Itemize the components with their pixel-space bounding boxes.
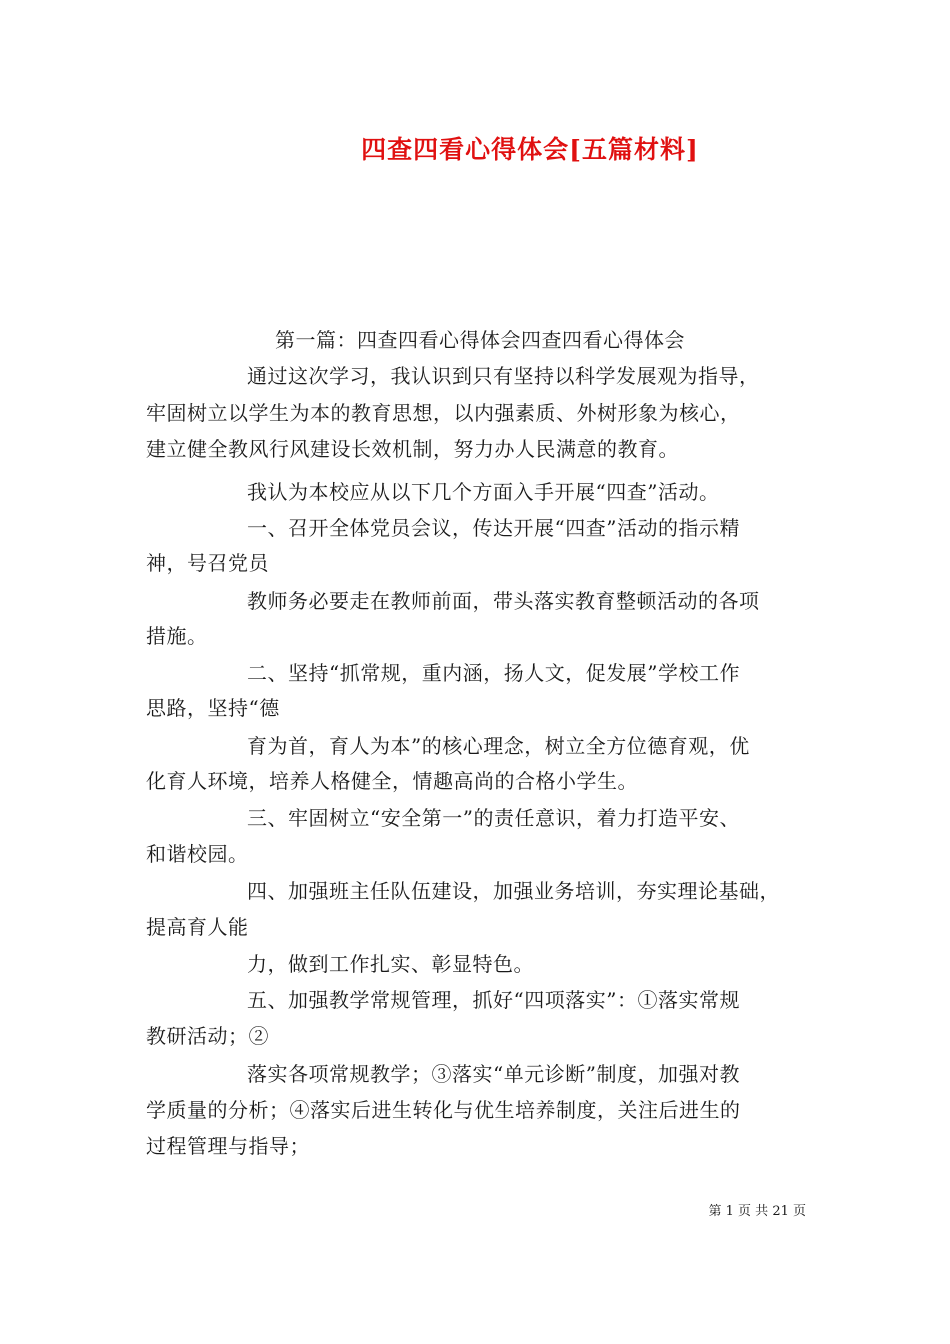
paragraph-line: 措施。	[146, 624, 208, 648]
paragraph-line: 三、牢固树立“安全第一”的责任意识，着力打造平安、	[247, 806, 740, 830]
paragraph-line: 通过这次学习，我认识到只有坚持以科学发展观为指导，	[247, 364, 760, 388]
paragraph-line: 神，号召党员	[146, 551, 269, 575]
paragraph-line: 思路，坚持“德	[146, 696, 280, 720]
paragraph-line: 教研活动；②	[146, 1024, 269, 1048]
paragraph-line: 力，做到工作扎实、彰显特色。	[247, 952, 534, 976]
page-number: 第 1 页 共 21 页	[708, 1204, 806, 1219]
paragraph-line: 五、加强教学常规管理，抓好“四项落实”：①落实常规	[247, 988, 740, 1012]
document-title: 四查四看心得体会[五篇材料]	[361, 135, 699, 164]
paragraph-line: 学质量的分析；④落实后进生转化与优生培养制度，关注后进生的	[146, 1098, 741, 1122]
paragraph-line: 牢固树立以学生为本的教育思想，以内强素质、外树形象为核心，	[146, 401, 741, 425]
paragraph-line: 二、坚持“抓常规，重内涵，扬人文，促发展”学校工作	[247, 661, 740, 685]
paragraph-line: 落实各项常规教学；③落实“单元诊断”制度，加强对教	[247, 1062, 740, 1086]
paragraph-line: 育为首，育人为本”的核心理念，树立全方位德育观，优	[247, 734, 750, 758]
paragraph-line: 和谐校园。	[146, 842, 249, 866]
paragraph-line: 我认为本校应从以下几个方面入手开展“四查”活动。	[247, 480, 720, 504]
paragraph-line: 教师务必要走在教师前面，带头落实教育整顿活动的各项	[247, 589, 760, 613]
paragraph-line: 化育人环境，培养人格健全，情趣高尚的合格小学生。	[146, 769, 638, 793]
paragraph-line: 提高育人能	[146, 915, 249, 939]
paragraph-line: 一、召开全体党员会议，传达开展“四查”活动的指示精	[247, 516, 740, 540]
paragraph-line: 四、加强班主任队伍建设，加强业务培训，夯实理论基础，	[247, 879, 780, 903]
section-heading: 第一篇：四查四看心得体会四查四看心得体会	[275, 328, 685, 352]
paragraph-line: 建立健全教风行风建设长效机制，努力办人民满意的教育。	[146, 437, 679, 461]
paragraph-line: 过程管理与指导；	[146, 1134, 310, 1158]
